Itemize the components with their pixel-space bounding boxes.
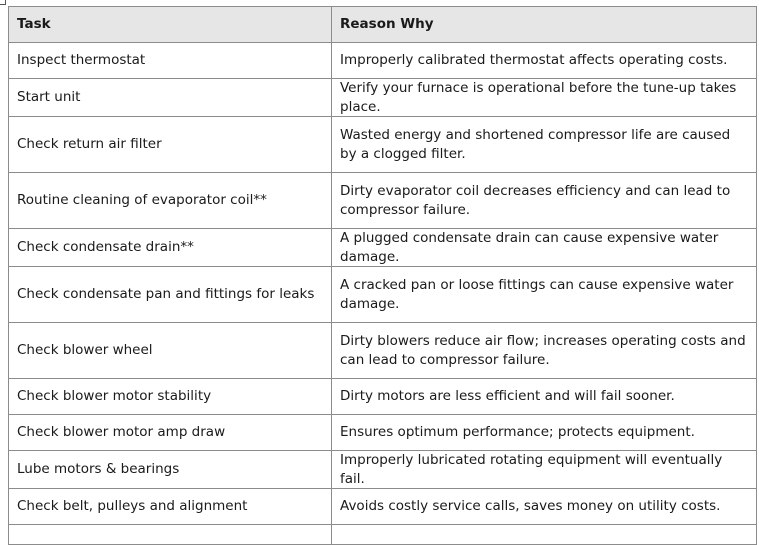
table-row bbox=[9, 43, 757, 79]
table-row bbox=[9, 323, 757, 379]
table-row bbox=[9, 79, 757, 117]
task-cell: Check condensate drain** bbox=[9, 229, 332, 267]
reason-cell: Dirty blowers reduce air flow; increases operating costs and can lead to compressor failure. bbox=[332, 323, 757, 379]
table-row bbox=[9, 489, 757, 525]
task-cell: Check condensate pan and fittings for leaks bbox=[9, 267, 332, 323]
reason-cell: Verify your furnace is operational before the tune-up takes place. bbox=[332, 79, 757, 117]
task-cell: Check blower wheel bbox=[9, 323, 332, 379]
table-row-cutoff bbox=[9, 525, 757, 545]
reason-cell: Ensures optimum performance; protects equipment. bbox=[332, 415, 757, 451]
reason-cell: A cracked pan or loose fittings can cause expensive water damage. bbox=[332, 267, 757, 323]
task-cell: Routine cleaning of evaporator coil** bbox=[9, 173, 332, 229]
task-cell: Check return air filter bbox=[9, 117, 332, 173]
table-row bbox=[9, 415, 757, 451]
reason-cell: Improperly lubricated rotating equipment will eventually fail. bbox=[332, 451, 757, 489]
reason-cell: Avoids costly service calls, saves money on utility costs. bbox=[332, 489, 757, 525]
reason-cell-empty bbox=[332, 525, 757, 545]
corner-mark bbox=[0, 0, 6, 5]
table-row bbox=[9, 379, 757, 415]
task-cell: Check blower motor amp draw bbox=[9, 415, 332, 451]
table-row bbox=[9, 451, 757, 489]
task-cell: Start unit bbox=[9, 79, 332, 117]
task-cell: Check belt, pulleys and alignment bbox=[9, 489, 332, 525]
task-cell-empty bbox=[9, 525, 332, 545]
reason-cell: Dirty evaporator coil decreases efficiency and can lead to compressor failure. bbox=[332, 173, 757, 229]
reason-cell: A plugged condensate drain can cause expensive water damage. bbox=[332, 229, 757, 267]
reason-cell: Wasted energy and shortened compressor life are caused by a clogged filter. bbox=[332, 117, 757, 173]
column-header-reason: Reason Why bbox=[332, 7, 757, 43]
table-row bbox=[9, 267, 757, 323]
task-cell: Check blower motor stability bbox=[9, 379, 332, 415]
maintenance-table bbox=[8, 6, 757, 545]
column-header-task: Task bbox=[9, 7, 332, 43]
table-row bbox=[9, 229, 757, 267]
task-cell: Lube motors & bearings bbox=[9, 451, 332, 489]
table-row bbox=[9, 117, 757, 173]
table-header-row bbox=[9, 7, 757, 43]
table-row bbox=[9, 173, 757, 229]
reason-cell: Improperly calibrated thermostat affects operating costs. bbox=[332, 43, 757, 79]
reason-cell: Dirty motors are less efficient and will fail sooner. bbox=[332, 379, 757, 415]
task-cell: Inspect thermostat bbox=[9, 43, 332, 79]
